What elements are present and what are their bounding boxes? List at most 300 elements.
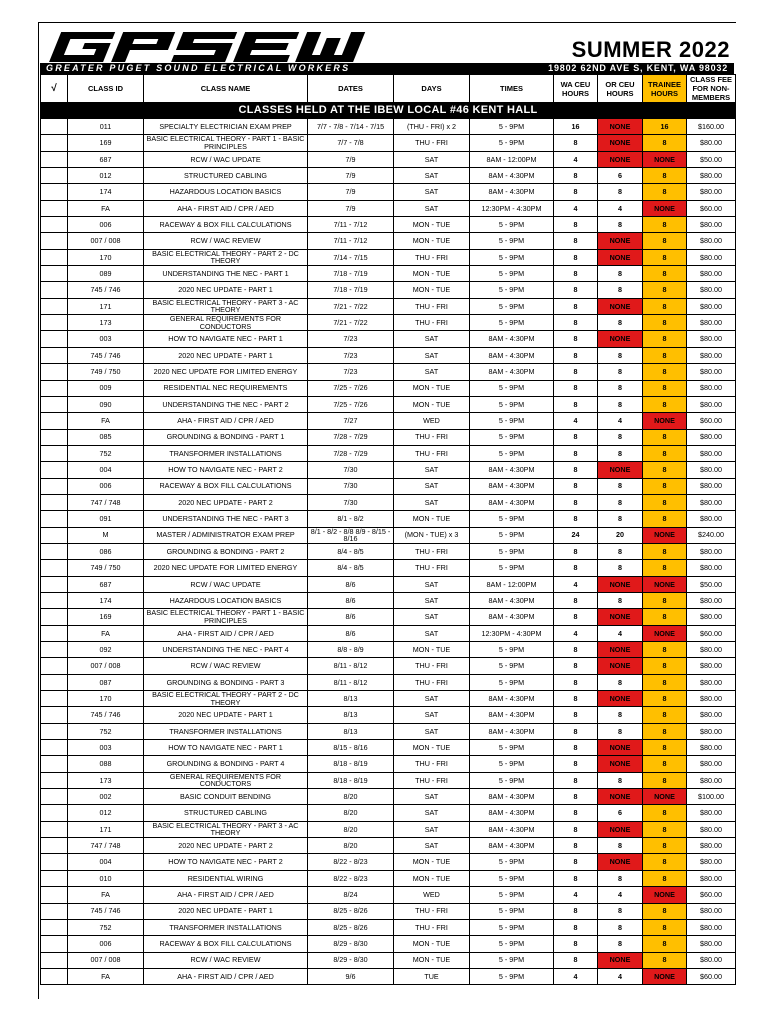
trainee-hours-cell: 8 xyxy=(643,380,687,396)
wa-ceu-cell: 8 xyxy=(554,805,598,821)
check-cell[interactable] xyxy=(41,838,68,854)
or-ceu-cell: NONE xyxy=(598,854,643,870)
class-id-cell: 092 xyxy=(68,642,144,658)
class-name-cell: BASIC ELECTRICAL THEORY - PART 2 - DC THEORY xyxy=(144,249,308,265)
trainee-hours-cell: NONE xyxy=(643,887,687,903)
table-row xyxy=(41,936,736,952)
times-cell: 8AM - 4:30PM xyxy=(470,494,554,510)
class-id-cell: 086 xyxy=(68,543,144,559)
or-ceu-cell: 8 xyxy=(598,592,643,608)
dates-cell: 7/11 - 7/12 xyxy=(308,233,394,249)
check-cell[interactable] xyxy=(41,870,68,886)
fee-cell: $50.00 xyxy=(687,576,736,592)
fee-cell: $80.00 xyxy=(687,691,736,707)
or-ceu-cell: 6 xyxy=(598,805,643,821)
days-cell: THU - FRI xyxy=(394,756,470,772)
check-cell[interactable] xyxy=(41,854,68,870)
check-cell[interactable] xyxy=(41,396,68,412)
days-cell: MON - TUE xyxy=(394,642,470,658)
class-name-cell: GROUNDING & BONDING - PART 3 xyxy=(144,674,308,690)
table-row xyxy=(41,543,736,559)
trainee-hours-cell: NONE xyxy=(643,527,687,543)
class-id-cell: 171 xyxy=(68,821,144,837)
check-cell[interactable] xyxy=(41,527,68,543)
times-cell: 5 - 9PM xyxy=(470,740,554,756)
wa-ceu-cell: 8 xyxy=(554,919,598,935)
dates-cell: 7/9 xyxy=(308,200,394,216)
days-cell: SAT xyxy=(394,576,470,592)
class-name-cell: AHA - FIRST AID / CPR / AED xyxy=(144,413,308,429)
trainee-hours-cell: 8 xyxy=(643,478,687,494)
check-cell[interactable] xyxy=(41,576,68,592)
class-id-cell: 088 xyxy=(68,756,144,772)
dates-cell: 7/23 xyxy=(308,364,394,380)
table-row xyxy=(41,315,736,331)
class-id-cell: FA xyxy=(68,200,144,216)
fee-cell: $80.00 xyxy=(687,903,736,919)
wa-ceu-cell: 8 xyxy=(554,592,598,608)
table-row xyxy=(41,952,736,968)
check-cell[interactable] xyxy=(41,364,68,380)
dates-header: DATES xyxy=(308,75,394,103)
wa-ceu-cell: 8 xyxy=(554,723,598,739)
days-cell: SAT xyxy=(394,592,470,608)
wa-ceu-cell: 4 xyxy=(554,576,598,592)
dates-cell: 7/9 xyxy=(308,168,394,184)
class-id-header: CLASS ID xyxy=(68,75,144,103)
days-cell: MON - TUE xyxy=(394,266,470,282)
times-cell: 5 - 9PM xyxy=(470,315,554,331)
or-ceu-header: OR CEU HOURS xyxy=(598,75,643,103)
fee-cell: $80.00 xyxy=(687,315,736,331)
wa-ceu-cell: 4 xyxy=(554,625,598,641)
wa-ceu-cell: 8 xyxy=(554,266,598,282)
check-cell[interactable] xyxy=(41,315,68,331)
class-name-cell: RCW / WAC REVIEW xyxy=(144,233,308,249)
days-cell: THU - FRI xyxy=(394,249,470,265)
fee-cell: $80.00 xyxy=(687,249,736,265)
or-ceu-cell: 8 xyxy=(598,870,643,886)
class-name-cell: AHA - FIRST AID / CPR / AED xyxy=(144,200,308,216)
wa-ceu-cell: 8 xyxy=(554,952,598,968)
times-cell: 5 - 9PM xyxy=(470,282,554,298)
or-ceu-cell: 8 xyxy=(598,723,643,739)
check-cell[interactable] xyxy=(41,119,68,135)
or-ceu-cell: 8 xyxy=(598,903,643,919)
check-cell[interactable] xyxy=(41,380,68,396)
check-cell[interactable] xyxy=(41,298,68,314)
dates-cell: 7/30 xyxy=(308,478,394,494)
fee-header: CLASS FEE FOR NON-MEMBERS xyxy=(687,75,736,103)
trainee-hours-cell: 8 xyxy=(643,740,687,756)
trainee-hours-cell: 8 xyxy=(643,298,687,314)
check-cell[interactable] xyxy=(41,494,68,510)
class-id-cell: 745 / 746 xyxy=(68,903,144,919)
times-cell: 8AM - 4:30PM xyxy=(470,805,554,821)
fee-cell: $80.00 xyxy=(687,658,736,674)
class-id-cell: 085 xyxy=(68,429,144,445)
wa-ceu-cell: 8 xyxy=(554,511,598,527)
trainee-hours-cell: 8 xyxy=(643,184,687,200)
check-cell[interactable] xyxy=(41,952,68,968)
or-ceu-cell: 8 xyxy=(598,560,643,576)
days-cell: SAT xyxy=(394,821,470,837)
check-cell[interactable] xyxy=(41,691,68,707)
or-ceu-cell: NONE xyxy=(598,151,643,167)
trainee-hours-cell: 8 xyxy=(643,903,687,919)
trainee-hours-cell: 8 xyxy=(643,674,687,690)
days-cell: THU - FRI xyxy=(394,445,470,461)
table-row xyxy=(41,740,736,756)
check-cell[interactable] xyxy=(41,282,68,298)
fee-cell: $80.00 xyxy=(687,364,736,380)
wa-ceu-cell: 8 xyxy=(554,821,598,837)
fee-cell: $80.00 xyxy=(687,168,736,184)
times-cell: 5 - 9PM xyxy=(470,887,554,903)
or-ceu-cell: NONE xyxy=(598,691,643,707)
fee-cell: $80.00 xyxy=(687,772,736,788)
class-name-cell: 2020 NEC UPDATE - PART 1 xyxy=(144,347,308,363)
fee-cell: $80.00 xyxy=(687,347,736,363)
times-cell: 5 - 9PM xyxy=(470,854,554,870)
table-row xyxy=(41,723,736,739)
times-cell: 5 - 9PM xyxy=(470,952,554,968)
table-row xyxy=(41,658,736,674)
times-cell: 8AM - 4:30PM xyxy=(470,347,554,363)
table-row xyxy=(41,821,736,837)
check-cell[interactable] xyxy=(41,723,68,739)
wa-ceu-cell: 8 xyxy=(554,347,598,363)
wa-ceu-cell: 8 xyxy=(554,543,598,559)
class-name-header: CLASS NAME xyxy=(144,75,308,103)
trainee-hours-header: TRAINEE HOURS xyxy=(643,75,687,103)
days-cell: THU - FRI xyxy=(394,903,470,919)
dates-cell: 7/9 xyxy=(308,184,394,200)
trainee-hours-cell: NONE xyxy=(643,625,687,641)
or-ceu-cell: NONE xyxy=(598,821,643,837)
check-cell[interactable] xyxy=(41,609,68,625)
class-name-cell: SPECIALTY ELECTRICIAN EXAM PREP xyxy=(144,119,308,135)
class-name-cell: UNDERSTANDING THE NEC - PART 1 xyxy=(144,266,308,282)
times-cell: 8AM - 4:30PM xyxy=(470,168,554,184)
days-cell: THU - FRI xyxy=(394,315,470,331)
class-name-cell: RACEWAY & BOX FILL CALCULATIONS xyxy=(144,478,308,494)
dates-cell: 8/8 - 8/9 xyxy=(308,642,394,658)
org-name: GREATER PUGET SOUND ELECTRICAL WORKERS xyxy=(46,63,351,73)
table-row xyxy=(41,298,736,314)
class-name-cell: BASIC ELECTRICAL THEORY - PART 1 - BASIC PRINCIPLES xyxy=(144,135,308,151)
class-id-cell: 687 xyxy=(68,151,144,167)
table-row xyxy=(41,151,736,167)
check-cell[interactable] xyxy=(41,135,68,151)
times-cell: 5 - 9PM xyxy=(470,674,554,690)
times-cell: 5 - 9PM xyxy=(470,543,554,559)
section-row xyxy=(41,103,736,119)
times-cell: 8AM - 12:00PM xyxy=(470,576,554,592)
times-cell: 8AM - 4:30PM xyxy=(470,609,554,625)
table-row xyxy=(41,429,736,445)
address: 19802 62ND AVE S, KENT, WA 98032 xyxy=(548,63,728,73)
wa-ceu-cell: 4 xyxy=(554,200,598,216)
dates-cell: 7/7 - 7/8 xyxy=(308,135,394,151)
check-cell[interactable] xyxy=(41,592,68,608)
wa-ceu-cell: 8 xyxy=(554,478,598,494)
dates-cell: 8/15 - 8/16 xyxy=(308,740,394,756)
fee-cell: $80.00 xyxy=(687,642,736,658)
fee-cell: $80.00 xyxy=(687,821,736,837)
class-id-cell: 752 xyxy=(68,445,144,461)
days-cell: SAT xyxy=(394,625,470,641)
times-cell: 8AM - 4:30PM xyxy=(470,789,554,805)
fee-cell: $100.00 xyxy=(687,789,736,805)
wa-ceu-cell: 8 xyxy=(554,184,598,200)
trainee-hours-cell: 8 xyxy=(643,168,687,184)
trainee-hours-cell: 8 xyxy=(643,609,687,625)
trainee-hours-cell: NONE xyxy=(643,413,687,429)
wa-ceu-cell: 8 xyxy=(554,691,598,707)
days-cell: SAT xyxy=(394,347,470,363)
check-cell[interactable] xyxy=(41,445,68,461)
times-cell: 5 - 9PM xyxy=(470,429,554,445)
fee-cell: $240.00 xyxy=(687,527,736,543)
wa-ceu-cell: 8 xyxy=(554,315,598,331)
table-row xyxy=(41,511,736,527)
table-row xyxy=(41,135,736,151)
table-row xyxy=(41,233,736,249)
check-cell[interactable] xyxy=(41,903,68,919)
days-cell: SAT xyxy=(394,723,470,739)
check-cell[interactable] xyxy=(41,658,68,674)
wa-ceu-cell: 8 xyxy=(554,756,598,772)
check-cell[interactable] xyxy=(41,560,68,576)
days-cell: MON - TUE xyxy=(394,511,470,527)
check-cell[interactable] xyxy=(41,625,68,641)
class-id-cell: 170 xyxy=(68,691,144,707)
fee-cell: $80.00 xyxy=(687,609,736,625)
trainee-hours-cell: 8 xyxy=(643,592,687,608)
or-ceu-cell: 8 xyxy=(598,266,643,282)
table-row xyxy=(41,266,736,282)
dates-cell: 8/4 - 8/5 xyxy=(308,543,394,559)
class-name-cell: 2020 NEC UPDATE FOR LIMITED ENERGY xyxy=(144,560,308,576)
check-cell[interactable] xyxy=(41,887,68,903)
or-ceu-cell: 8 xyxy=(598,429,643,445)
times-cell: 5 - 9PM xyxy=(470,298,554,314)
check-cell[interactable] xyxy=(41,184,68,200)
fee-cell: $80.00 xyxy=(687,233,736,249)
class-id-cell: M xyxy=(68,527,144,543)
wa-ceu-cell: 8 xyxy=(554,282,598,298)
class-id-cell: 170 xyxy=(68,249,144,265)
class-name-cell: HOW TO NAVIGATE NEC - PART 1 xyxy=(144,740,308,756)
section-title: CLASSES HELD AT THE IBEW LOCAL #46 KENT HALL xyxy=(41,103,736,119)
check-cell[interactable] xyxy=(41,462,68,478)
class-id-cell: 002 xyxy=(68,789,144,805)
check-cell[interactable] xyxy=(41,821,68,837)
check-cell[interactable] xyxy=(41,805,68,821)
check-cell[interactable] xyxy=(41,968,68,984)
wa-ceu-cell: 8 xyxy=(554,331,598,347)
trainee-hours-cell: 8 xyxy=(643,642,687,658)
table-row xyxy=(41,903,736,919)
wa-ceu-cell: 8 xyxy=(554,249,598,265)
days-cell: MON - TUE xyxy=(394,854,470,870)
days-cell: SAT xyxy=(394,838,470,854)
table-row xyxy=(41,756,736,772)
days-cell: SAT xyxy=(394,805,470,821)
check-cell[interactable] xyxy=(41,217,68,233)
or-ceu-cell: 6 xyxy=(598,168,643,184)
check-cell[interactable] xyxy=(41,642,68,658)
class-id-cell: FA xyxy=(68,625,144,641)
class-name-cell: 2020 NEC UPDATE FOR LIMITED ENERGY xyxy=(144,364,308,380)
trainee-hours-cell: 8 xyxy=(643,282,687,298)
wa-ceu-cell: 8 xyxy=(554,429,598,445)
days-header: DAYS xyxy=(394,75,470,103)
check-cell[interactable] xyxy=(41,168,68,184)
table-row xyxy=(41,592,736,608)
class-name-cell: RCW / WAC REVIEW xyxy=(144,658,308,674)
trainee-hours-cell: NONE xyxy=(643,576,687,592)
fee-cell: $80.00 xyxy=(687,282,736,298)
check-cell[interactable] xyxy=(41,266,68,282)
table-row xyxy=(41,282,736,298)
wa-ceu-cell: 8 xyxy=(554,903,598,919)
check-cell[interactable] xyxy=(41,756,68,772)
class-id-cell: 006 xyxy=(68,478,144,494)
class-id-cell: 749 / 750 xyxy=(68,560,144,576)
check-cell[interactable] xyxy=(41,789,68,805)
or-ceu-cell: 8 xyxy=(598,315,643,331)
class-name-cell: HAZARDOUS LOCATION BASICS xyxy=(144,592,308,608)
or-ceu-cell: 8 xyxy=(598,380,643,396)
trainee-hours-cell: 8 xyxy=(643,723,687,739)
table-row xyxy=(41,576,736,592)
check-cell[interactable] xyxy=(41,478,68,494)
class-id-cell: 169 xyxy=(68,609,144,625)
check-cell[interactable] xyxy=(41,200,68,216)
or-ceu-cell: 4 xyxy=(598,200,643,216)
times-cell: 8AM - 4:30PM xyxy=(470,691,554,707)
dates-cell: 7/25 - 7/26 xyxy=(308,380,394,396)
class-name-cell: 2020 NEC UPDATE - PART 2 xyxy=(144,838,308,854)
times-cell: 5 - 9PM xyxy=(470,772,554,788)
check-cell[interactable] xyxy=(41,674,68,690)
check-cell[interactable] xyxy=(41,347,68,363)
table-row xyxy=(41,168,736,184)
dates-cell: 8/22 - 8/23 xyxy=(308,870,394,886)
dates-cell: 7/23 xyxy=(308,347,394,363)
fee-cell: $80.00 xyxy=(687,478,736,494)
table-row xyxy=(41,674,736,690)
or-ceu-cell: 8 xyxy=(598,543,643,559)
check-cell[interactable] xyxy=(41,511,68,527)
dates-cell: 8/1 - 8/2 xyxy=(308,511,394,527)
check-cell[interactable] xyxy=(41,413,68,429)
table-row xyxy=(41,609,736,625)
table-row xyxy=(41,772,736,788)
wa-ceu-cell: 8 xyxy=(554,135,598,151)
class-name-cell: HOW TO NAVIGATE NEC - PART 1 xyxy=(144,331,308,347)
fee-cell: $60.00 xyxy=(687,968,736,984)
class-name-cell: TRANSFORMER INSTALLATIONS xyxy=(144,723,308,739)
or-ceu-cell: NONE xyxy=(598,642,643,658)
check-cell[interactable] xyxy=(41,233,68,249)
or-ceu-cell: 4 xyxy=(598,968,643,984)
fee-cell: $80.00 xyxy=(687,592,736,608)
check-cell[interactable] xyxy=(41,331,68,347)
check-cell[interactable] xyxy=(41,707,68,723)
or-ceu-cell: NONE xyxy=(598,576,643,592)
or-ceu-cell: 8 xyxy=(598,396,643,412)
table-row xyxy=(41,413,736,429)
or-ceu-cell: NONE xyxy=(598,249,643,265)
table-row xyxy=(41,854,736,870)
trainee-hours-cell: 8 xyxy=(643,772,687,788)
wa-ceu-cell: 8 xyxy=(554,364,598,380)
check-cell[interactable] xyxy=(41,772,68,788)
fee-cell: $80.00 xyxy=(687,511,736,527)
times-cell: 8AM - 12:00PM xyxy=(470,151,554,167)
trainee-hours-cell: 8 xyxy=(643,315,687,331)
or-ceu-cell: 8 xyxy=(598,217,643,233)
trainee-hours-cell: 8 xyxy=(643,805,687,821)
times-cell: 5 - 9PM xyxy=(470,511,554,527)
dates-cell: 8/24 xyxy=(308,887,394,903)
dates-cell: 8/6 xyxy=(308,625,394,641)
table-row xyxy=(41,380,736,396)
check-cell[interactable] xyxy=(41,740,68,756)
trainee-hours-cell: 8 xyxy=(643,429,687,445)
class-name-cell: RCW / WAC REVIEW xyxy=(144,952,308,968)
trainee-hours-cell: 8 xyxy=(643,135,687,151)
check-cell[interactable] xyxy=(41,543,68,559)
or-ceu-cell: 8 xyxy=(598,936,643,952)
or-ceu-cell: 8 xyxy=(598,707,643,723)
wa-ceu-cell: 8 xyxy=(554,772,598,788)
days-cell: SAT xyxy=(394,462,470,478)
or-ceu-cell: 8 xyxy=(598,919,643,935)
times-cell: 8AM - 4:30PM xyxy=(470,723,554,739)
wa-ceu-cell: 8 xyxy=(554,936,598,952)
fee-cell: $80.00 xyxy=(687,543,736,559)
class-id-cell: 749 / 750 xyxy=(68,364,144,380)
class-name-cell: STRUCTURED CABLING xyxy=(144,168,308,184)
wa-ceu-cell: 8 xyxy=(554,233,598,249)
fee-cell: $80.00 xyxy=(687,462,736,478)
dates-cell: 7/21 - 7/22 xyxy=(308,298,394,314)
class-id-cell: FA xyxy=(68,887,144,903)
days-cell: MON - TUE xyxy=(394,233,470,249)
check-cell[interactable] xyxy=(41,936,68,952)
times-cell: 5 - 9PM xyxy=(470,527,554,543)
check-cell[interactable] xyxy=(41,919,68,935)
dates-cell: 7/23 xyxy=(308,331,394,347)
check-cell[interactable] xyxy=(41,151,68,167)
times-cell: 5 - 9PM xyxy=(470,249,554,265)
check-cell[interactable] xyxy=(41,249,68,265)
class-id-cell: 004 xyxy=(68,854,144,870)
header-row xyxy=(41,75,736,103)
dates-cell: 7/30 xyxy=(308,494,394,510)
class-id-cell: 012 xyxy=(68,168,144,184)
or-ceu-cell: 8 xyxy=(598,478,643,494)
times-cell: 5 - 9PM xyxy=(470,413,554,429)
dates-cell: 7/7 - 7/8 - 7/14 - 7/15 xyxy=(308,119,394,135)
check-cell[interactable] xyxy=(41,429,68,445)
days-cell: SAT xyxy=(394,707,470,723)
days-cell: SAT xyxy=(394,331,470,347)
